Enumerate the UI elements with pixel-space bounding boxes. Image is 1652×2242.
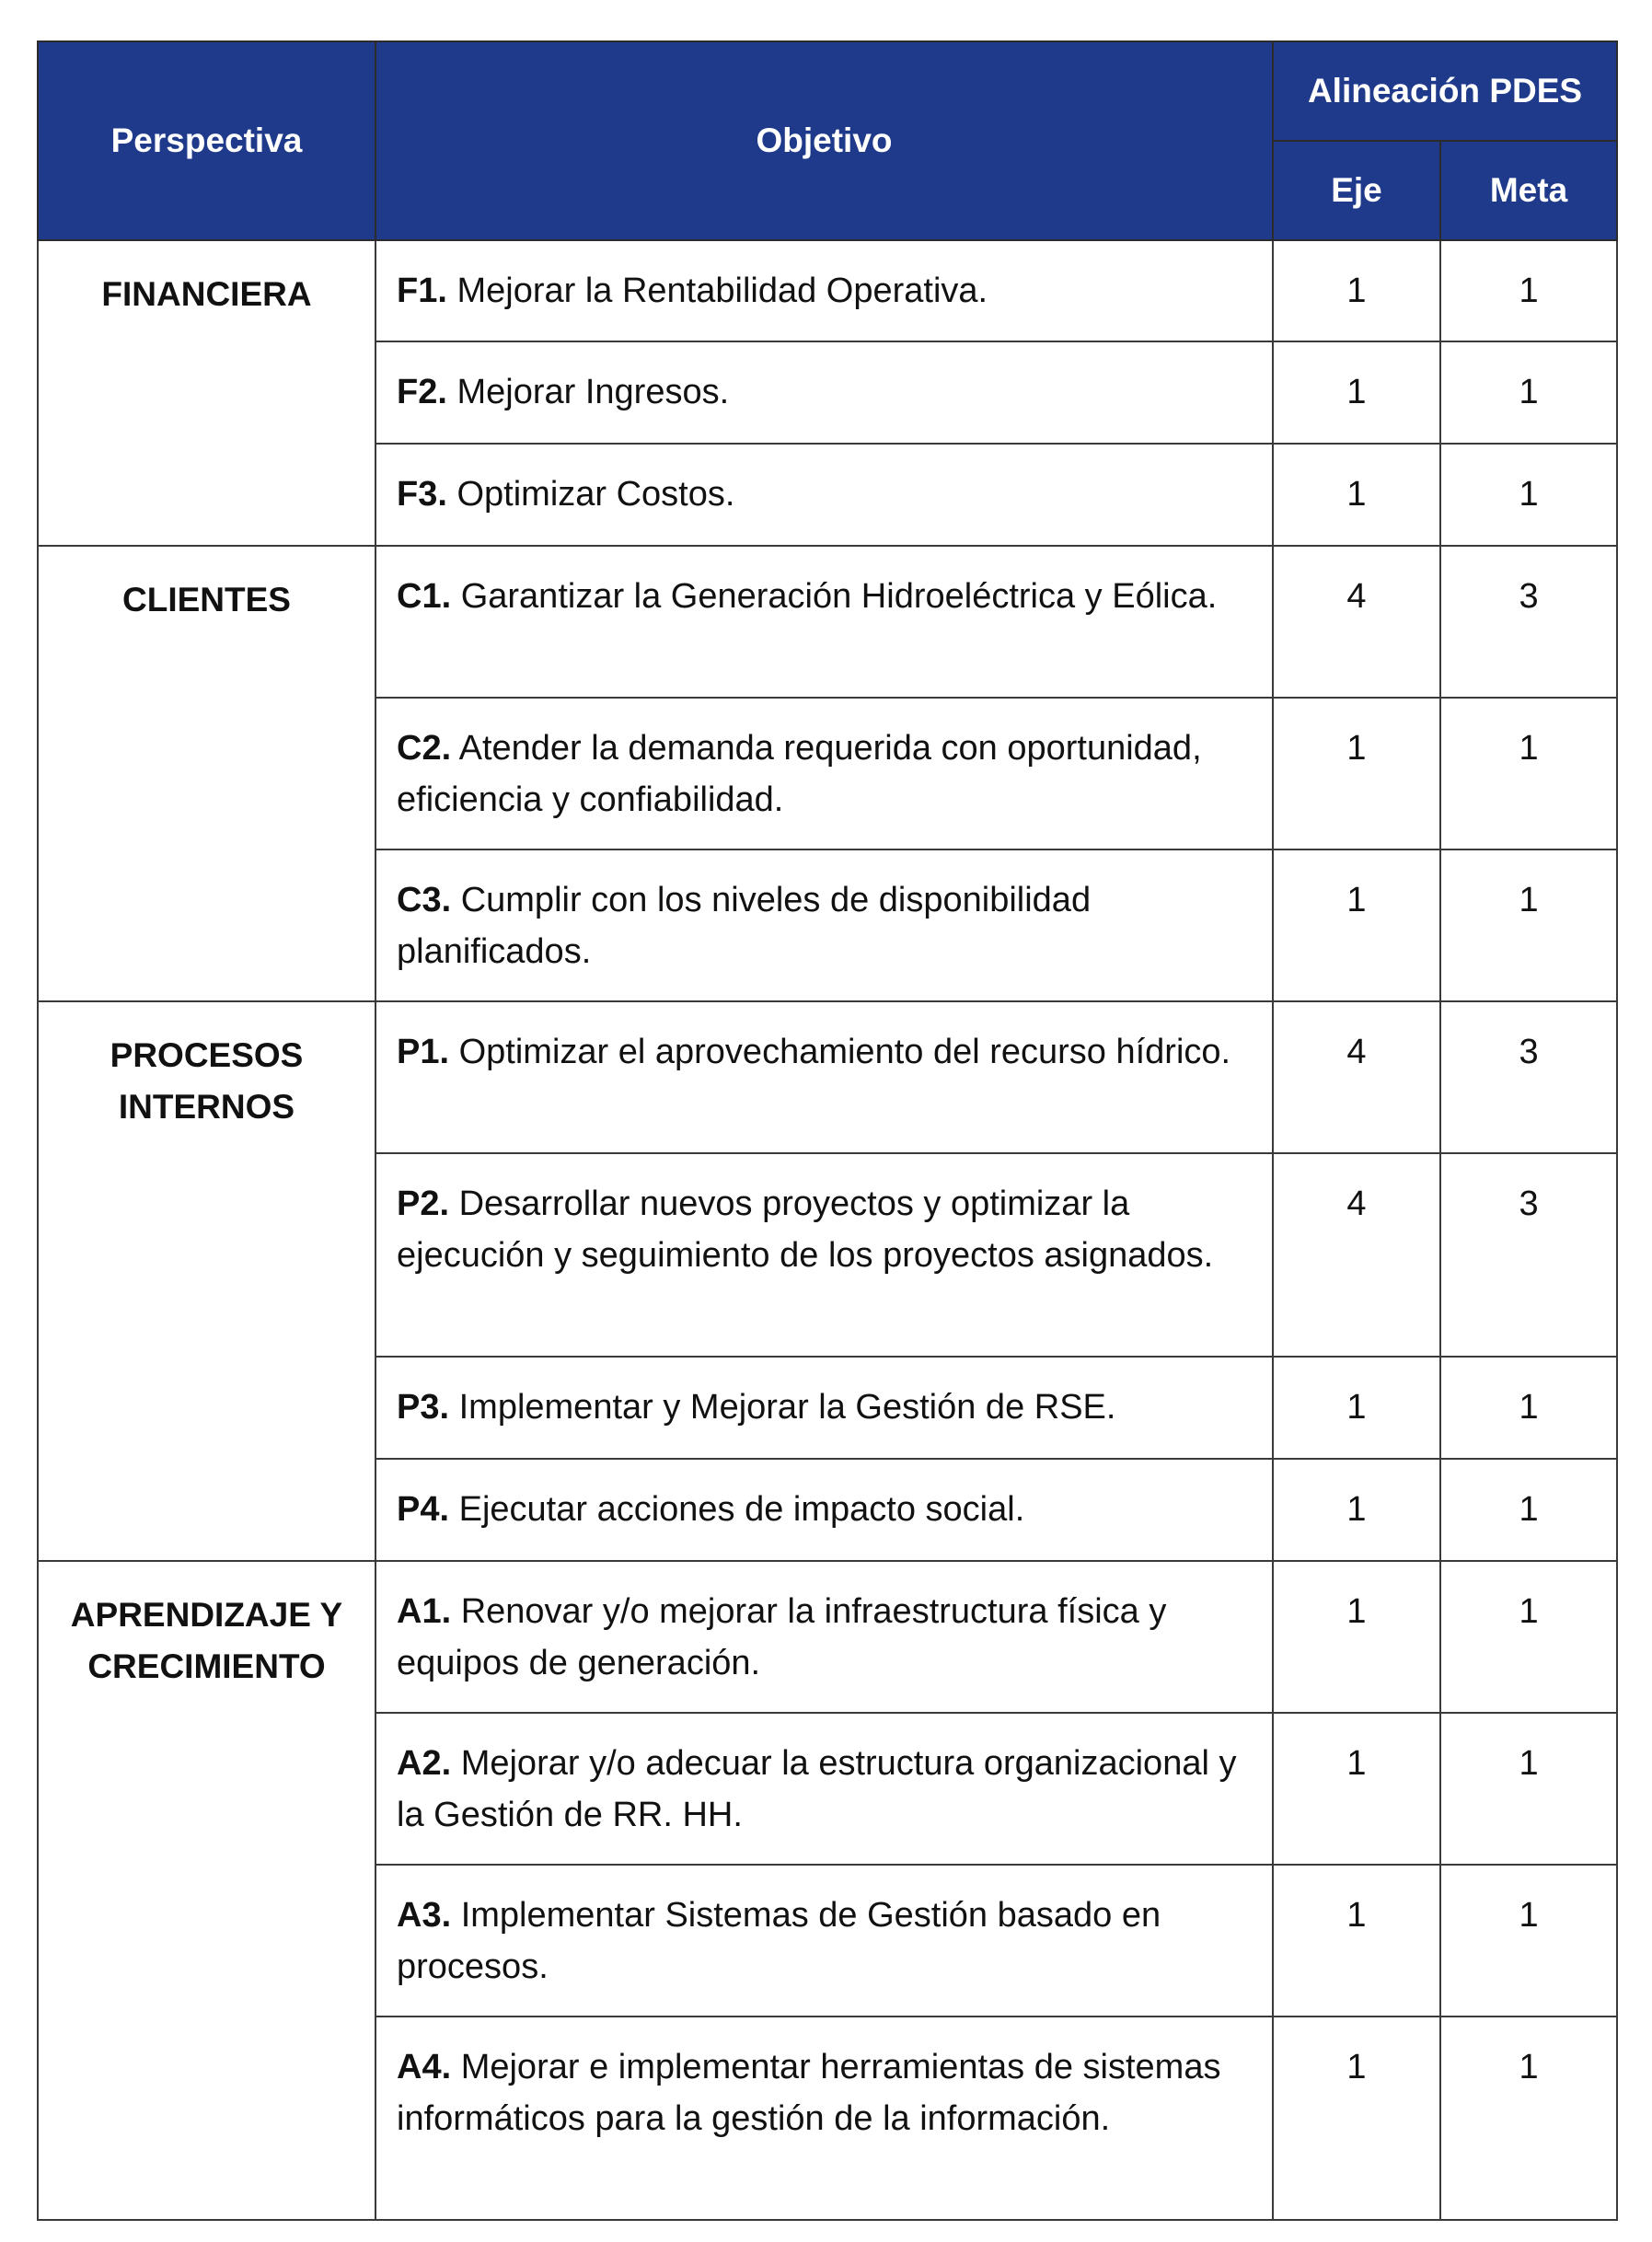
eje-cell: 1 [1273, 240, 1440, 341]
eje-cell: 1 [1273, 444, 1440, 546]
pdes-alignment-table [37, 40, 1618, 2221]
header-eje: Eje [1273, 141, 1440, 240]
header-perspectiva: Perspectiva [38, 41, 375, 240]
meta-cell: 1 [1440, 849, 1617, 1001]
objetivo-code: A2. [397, 1744, 452, 1783]
eje-cell: 1 [1273, 1357, 1440, 1459]
meta-cell: 1 [1440, 1865, 1617, 2017]
objetivo-code: F2. [397, 373, 447, 411]
objetivo-code: C3. [397, 881, 452, 919]
meta-cell: 3 [1440, 1001, 1617, 1153]
objetivo-text: Renovar y/o mejorar la infraestructura física y equipos de generación. [397, 1592, 1167, 1682]
objetivo-text: Implementar y Mejorar la Gestión de RSE. [458, 1388, 1116, 1427]
meta-cell: 1 [1440, 2017, 1617, 2220]
eje-cell: 1 [1273, 698, 1440, 849]
objetivo-code: F1. [397, 272, 447, 310]
objetivo-cell [375, 1713, 1273, 1865]
objetivo-code: A3. [397, 1896, 452, 1935]
objetivo-text: Desarrollar nuevos proyectos y optimizar la ejecución y seguimiento de los proyectos asignados. [397, 1185, 1214, 1275]
table-body [38, 240, 1617, 2220]
objetivo-cell [375, 1865, 1273, 2017]
table-row [38, 240, 1617, 341]
objetivo-code: A4. [397, 2048, 452, 2086]
meta-cell: 1 [1440, 444, 1617, 546]
objetivo-cell [375, 1153, 1273, 1357]
objetivo-text: Ejecutar acciones de impacto social. [458, 1490, 1025, 1529]
objetivo-cell [375, 240, 1273, 341]
objetivo-code: C1. [397, 577, 452, 616]
objetivo-cell [375, 698, 1273, 849]
eje-cell: 4 [1273, 1001, 1440, 1153]
objetivo-text: Mejorar Ingresos. [456, 373, 730, 411]
perspectiva-cell: APRENDIZAJE Y CRECIMIENTO [38, 1561, 375, 2220]
meta-cell: 1 [1440, 1561, 1617, 1713]
objetivo-code: A1. [397, 1592, 452, 1631]
meta-cell: 3 [1440, 1153, 1617, 1357]
objetivo-text: Mejorar la Rentabilidad Operativa. [456, 272, 988, 310]
header-objetivo: Objetivo [375, 41, 1273, 240]
objetivo-text: Atender la demanda requerida con oportunidad, eficiencia y confiabilidad. [397, 729, 1202, 819]
perspectiva-cell: CLIENTES [38, 546, 375, 1001]
objetivo-code: F3. [397, 475, 447, 514]
objetivo-text: Optimizar Costos. [456, 475, 735, 514]
meta-cell: 1 [1440, 698, 1617, 849]
objetivo-code: P3. [397, 1388, 450, 1427]
meta-cell: 3 [1440, 546, 1617, 698]
perspectiva-cell: FINANCIERA [38, 240, 375, 546]
objetivo-text: Garantizar la Generación Hidroeléctrica y Eólica. [460, 577, 1218, 616]
objetivo-cell [375, 1459, 1273, 1561]
eje-cell: 1 [1273, 1713, 1440, 1865]
table-row [38, 1001, 1617, 1153]
table-row [38, 546, 1617, 698]
eje-cell: 1 [1273, 2017, 1440, 2220]
header-alineacion-pdes: Alineación PDES [1273, 41, 1617, 141]
objetivo-cell [375, 1561, 1273, 1713]
meta-cell: 1 [1440, 341, 1617, 444]
meta-cell: 1 [1440, 1459, 1617, 1561]
objetivo-code: P4. [397, 1490, 450, 1529]
objetivo-text: Mejorar e implementar herramientas de sistemas informáticos para la gestión de la información. [397, 2048, 1221, 2138]
eje-cell: 1 [1273, 1865, 1440, 2017]
header-meta: Meta [1440, 141, 1617, 240]
objetivo-code: C2. [397, 729, 452, 768]
table-row [38, 1561, 1617, 1713]
objetivo-text: Mejorar y/o adecuar la estructura organizacional y la Gestión de RR. HH. [397, 1744, 1237, 1834]
objetivo-cell [375, 2017, 1273, 2220]
meta-cell: 1 [1440, 1357, 1617, 1459]
objetivo-cell [375, 1001, 1273, 1153]
objetivo-cell [375, 1357, 1273, 1459]
objetivo-text: Optimizar el aprovechamiento del recurso hídrico. [458, 1033, 1231, 1071]
objetivo-text: Implementar Sistemas de Gestión basado en procesos. [397, 1896, 1161, 1986]
eje-cell: 4 [1273, 1153, 1440, 1357]
objetivo-cell [375, 546, 1273, 698]
objetivo-code: P2. [397, 1185, 450, 1223]
meta-cell: 1 [1440, 240, 1617, 341]
meta-cell: 1 [1440, 1713, 1617, 1865]
objetivo-text: Cumplir con los niveles de disponibilidad planificados. [397, 881, 1092, 971]
objetivo-cell [375, 444, 1273, 546]
eje-cell: 1 [1273, 1561, 1440, 1713]
eje-cell: 1 [1273, 849, 1440, 1001]
table-header [38, 41, 1617, 240]
objetivo-code: P1. [397, 1033, 450, 1071]
eje-cell: 1 [1273, 1459, 1440, 1561]
perspectiva-cell: PROCESOS INTERNOS [38, 1001, 375, 1561]
eje-cell: 1 [1273, 341, 1440, 444]
objetivo-cell [375, 849, 1273, 1001]
eje-cell: 4 [1273, 546, 1440, 698]
objetivo-cell [375, 341, 1273, 444]
